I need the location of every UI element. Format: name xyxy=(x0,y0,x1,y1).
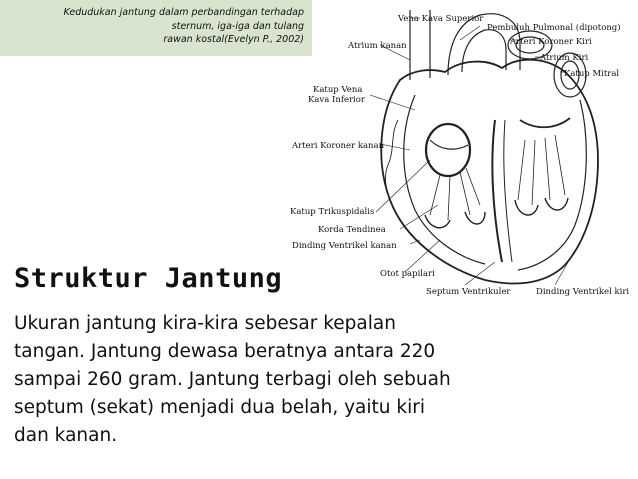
body-line: dan kanan. xyxy=(14,425,118,446)
label-atrium-kanan: Atrium kanan xyxy=(348,41,407,51)
label-dinding-ventrikel-kiri: Dinding Ventrikel kiri xyxy=(536,287,630,297)
figure-caption xyxy=(0,0,312,56)
caption-line: sternum, iga-iga dan tulang xyxy=(171,20,304,32)
label-dinding-ventrikel-kanan: Dinding Ventrikel kanan xyxy=(292,241,397,251)
caption-line: rawan kostal(Evelyn P., 2002) xyxy=(163,34,304,45)
label-pembuluh-pulmonal: Pembuluh Pulmonal (dipotong) xyxy=(487,23,621,33)
label-katup-trikuspidalis: Katup Trikuspidalis xyxy=(290,207,375,217)
body-line: septum (sekat) menjadi dua belah, yaitu kiri xyxy=(14,397,425,418)
body-paragraph xyxy=(14,310,524,450)
label-septum-ventrikuler: Septum Ventrikuler xyxy=(426,287,511,297)
label-arteri-koroner-kanan: Arteri Koroner kanan xyxy=(292,141,385,151)
caption-line: Kedudukan jantung dalam perbandingan terhadap xyxy=(63,7,304,18)
label-otot-papilari: Otot papilari xyxy=(380,269,435,279)
label-katup-vena: Katup Vena xyxy=(313,85,363,95)
label-atrium-kiri: Atrium Kiri xyxy=(540,53,589,63)
label-korda-tendinea: Korda Tendinea xyxy=(318,225,386,235)
body-line: Ukuran jantung kira-kira sebesar kepalan xyxy=(14,313,396,334)
label-katup-mitral: Katup Mitral xyxy=(564,69,620,79)
label-kava-inferior: Kava Inferior xyxy=(308,95,365,105)
body-line: tangan. Jantung dewasa beratnya antara 220 xyxy=(14,341,436,362)
page-title: Struktur Jantung xyxy=(14,263,283,294)
body-line: sampai 260 gram. Jantung terbagi oleh sebuah xyxy=(14,369,451,390)
heart-diagram xyxy=(280,0,638,300)
label-vena-kava-superior: Vena Kava Superior xyxy=(398,14,484,24)
label-arteri-koroner-kiri: Arteri Koroner Kiri xyxy=(510,37,592,47)
